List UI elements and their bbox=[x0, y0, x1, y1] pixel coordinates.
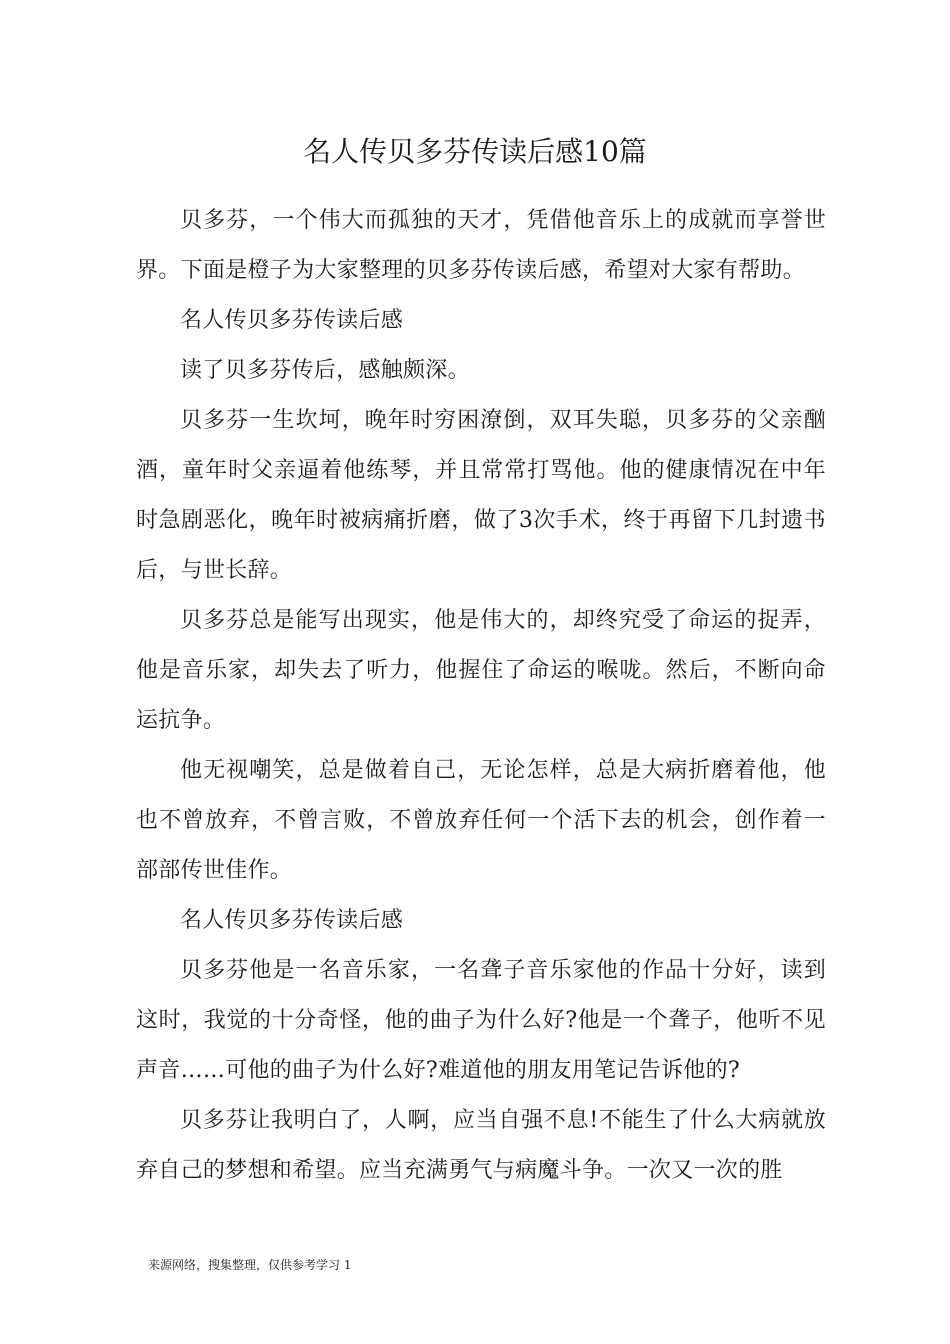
section-heading: 名人传贝多芬传读后感 bbox=[180, 308, 404, 333]
paragraph: 他无视嘲笑，总是做着自己，无论怎样，总是大病折磨着他，他也不曾放弃，不曾言败，不曾放弃任何一个活下去的机会，创作着一部部传世佳作。 bbox=[136, 758, 826, 883]
paragraph: 读了贝多芬传后，感触颇深。 bbox=[180, 358, 470, 383]
page-footer: 来源网络，搜集整理，仅供参考学习 1 bbox=[148, 1258, 352, 1272]
paragraph: 贝多芬总是能写出现实，他是伟大的，却终究受了命运的捉弄，他是音乐家，却失去了听力，他握住了命运的喉咙。然后，不断向命运抗争。 bbox=[136, 608, 826, 733]
paragraph: 贝多芬他是一名音乐家，一名聋子音乐家他的作品十分好，读到这时，我觉的十分奇怪，他的曲子为什么好?他是一个聋子，他听不见声音……可他的曲子为什么好?难道他的朋友用笔记告诉他的? bbox=[136, 958, 826, 1083]
section-heading: 名人传贝多芬传读后感 bbox=[180, 908, 404, 933]
page-title: 名人传贝多芬传读后感10篇 bbox=[303, 135, 647, 168]
paragraph: 贝多芬让我明白了，人啊，应当自强不息!不能生了什么大病就放弃自己的梦想和希望。应当充满勇气与病魔斗争。一次又一次的胜 bbox=[136, 1108, 826, 1183]
document-body bbox=[136, 196, 826, 1196]
paragraph: 贝多芬一生坎坷，晚年时穷困潦倒，双耳失聪，贝多芬的父亲酗酒，童年时父亲逼着他练琴，并且常常打骂他。他的健康情况在中年时急剧恶化，晚年时被病痛折磨，做了3次手术，终于再留下几封遗书后，与世长辞。 bbox=[136, 408, 826, 583]
paragraph-intro: 贝多芬，一个伟大而孤独的天才，凭借他音乐上的成就而享誉世界。下面是橙子为大家整理的贝多芬传读后感，希望对大家有帮助。 bbox=[136, 208, 826, 283]
